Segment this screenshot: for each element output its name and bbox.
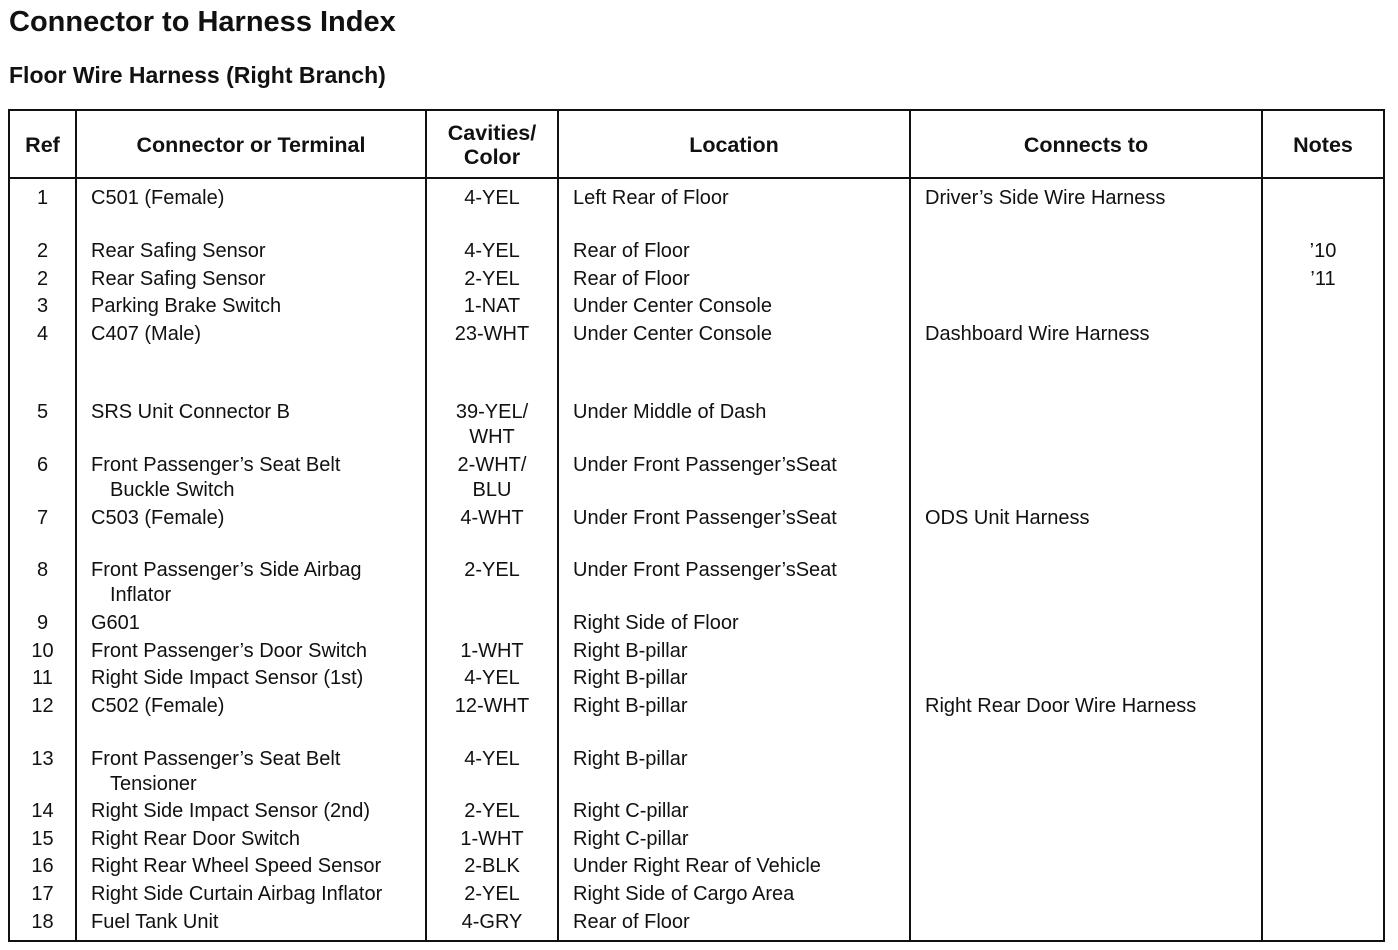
cell-text: Right Side Curtain Airbag Inflator [91,883,383,905]
cell-text: 2-WHT/ [457,454,527,476]
cell-text: 4-YEL [464,748,520,770]
cell-text: 16 [31,855,54,877]
column-divider [75,111,77,940]
header-location: Location [689,132,779,157]
cell-notes [1263,267,1383,292]
cell-ref [10,666,75,691]
cell-cavities [427,694,557,719]
cell-text: 1-WHT [460,828,524,850]
cell-text: Left Rear of Floor [573,187,729,209]
cell-text: 7 [36,507,49,529]
header-connects-to: Connects to [1023,132,1149,157]
cell-text: 13 [31,748,54,770]
cell-text: Rear Safing Sensor [91,240,266,262]
cell-text: 4 [36,323,49,345]
cell-text-continued: Buckle Switch [110,479,235,501]
header-cavities-line1: Cavities/ [447,120,537,145]
cell-text: Right C-pillar [573,800,689,822]
cell-ref [10,910,75,935]
cell-text: 15 [31,828,54,850]
cell-text: 1-NAT [463,295,521,317]
cell-text: 4-YEL [464,667,520,689]
cell-connector [91,558,421,608]
column-divider [1261,111,1263,940]
cell-text: C407 (Male) [91,323,202,345]
cell-cavities [427,322,557,347]
cell-location [573,694,903,719]
cell-text: ’11 [1310,268,1336,290]
cell-ref [10,322,75,347]
cell-text: Under Front Passenger’sSeat [573,507,837,529]
cell-connects-to [925,322,1255,347]
column-divider [909,111,911,940]
cell-text: 10 [31,640,54,662]
cell-ref [10,267,75,292]
cell-text: Right Side of Floor [573,612,739,634]
cell-connector [91,694,421,719]
cell-location [573,558,903,583]
cell-text: 18 [31,911,54,933]
cell-location [573,294,903,319]
cell-connects-to [925,186,1255,211]
cell-ref [10,506,75,531]
cell-connector [91,267,421,292]
cell-location [573,611,903,636]
cell-text: 17 [31,883,54,905]
cell-text: C502 (Female) [91,695,225,717]
cell-location [573,267,903,292]
cell-text: Rear of Floor [573,240,690,262]
cell-text: 2-BLK [464,855,520,877]
cell-text: 11 [32,667,53,689]
cell-connects-to [925,506,1255,531]
cell-cavities [427,400,557,450]
cell-cavities [427,186,557,211]
cell-text: Parking Brake Switch [91,295,282,317]
cell-text: 4-WHT [460,507,524,529]
cell-cavities [427,882,557,907]
cell-text: C503 (Female) [91,507,225,529]
cell-text: Right Rear Door Switch [91,828,300,850]
cell-connector [91,882,421,907]
cell-cavities [427,747,557,772]
cell-text: G601 [91,612,140,634]
cell-cavities [427,666,557,691]
cell-cavities [427,910,557,935]
cell-text: C501 (Female) [91,187,225,209]
cell-location [573,322,903,347]
cell-text: 2-YEL [464,268,520,290]
cell-ref [10,611,75,636]
cell-text: 8 [36,559,49,581]
cell-text: Front Passenger’s Seat Belt [91,748,341,770]
header-cavities-line2: Color [463,144,521,169]
cell-text: Rear Safing Sensor [91,268,266,290]
column-divider [557,111,559,940]
cell-location [573,882,903,907]
cell-connector [91,666,421,691]
cell-text: Front Passenger’s Side Airbag [91,559,362,581]
cell-text: Right B-pillar [573,695,688,717]
cell-ref [10,400,75,425]
cell-text: 4-GRY [461,911,523,933]
cell-text-continued: Inflator [110,584,172,606]
cell-ref [10,294,75,319]
cell-text: 2-YEL [464,559,520,581]
cell-connector [91,322,421,347]
cell-text: 9 [36,612,49,634]
cell-text: Under Front Passenger’sSeat [573,454,837,476]
cell-text: 2-YEL [464,800,520,822]
cell-cavities [427,799,557,824]
cell-text: 2 [36,240,49,262]
cell-text-continued: BLU [472,479,512,501]
cell-location [573,854,903,879]
cell-location [573,506,903,531]
cell-text: Front Passenger’s Door Switch [91,640,368,662]
cell-location [573,666,903,691]
cell-connector [91,639,421,664]
cell-text: Right C-pillar [573,828,689,850]
cell-text: Right B-pillar [573,667,688,689]
cell-text: 4-YEL [464,240,520,262]
cell-location [573,239,903,264]
cell-text: 5 [36,401,49,423]
cell-text: 2-YEL [464,883,520,905]
cell-text: Dashboard Wire Harness [925,323,1150,345]
page-title: Connector to Harness Index [9,6,396,38]
cell-cavities [427,453,557,503]
cell-ref [10,694,75,719]
cell-location [573,799,903,824]
page-subtitle: Floor Wire Harness (Right Branch) [9,62,386,88]
cell-location [573,747,903,772]
harness-index-table [8,109,1385,942]
cell-connector [91,854,421,879]
cell-connector [91,506,421,531]
cell-ref [10,882,75,907]
cell-ref [10,747,75,772]
cell-text: 4-YEL [464,187,520,209]
cell-text: Under Center Console [573,295,772,317]
cell-ref [10,453,75,478]
cell-cavities [427,827,557,852]
cell-text: ODS Unit Harness [925,507,1090,529]
header-notes: Notes [1293,132,1353,157]
cell-connector [91,400,421,425]
cell-text: 2 [36,268,49,290]
cell-connector [91,611,421,636]
cell-location [573,910,903,935]
cell-ref [10,854,75,879]
cell-text: Under Right Rear of Vehicle [573,855,821,877]
cell-cavities [427,267,557,292]
cell-cavities [427,558,557,583]
header-ref: Ref [25,132,60,157]
cell-connector [91,453,421,503]
cell-text: Driver’s Side Wire Harness [925,187,1166,209]
cell-text: Right Side Impact Sensor (1st) [91,667,364,689]
cell-connector [91,747,421,797]
cell-location [573,453,903,478]
cell-text: Rear of Floor [573,268,690,290]
cell-text: Rear of Floor [573,911,690,933]
cell-ref [10,639,75,664]
cell-text: Right Side Impact Sensor (2nd) [91,800,371,822]
cell-ref [10,239,75,264]
cell-connects-to [925,694,1255,719]
cell-text: Right B-pillar [573,640,688,662]
cell-text: 3 [36,295,49,317]
cell-connector [91,799,421,824]
cell-text: 12 [31,695,54,717]
cell-location [573,639,903,664]
cell-text: Under Middle of Dash [573,401,767,423]
cell-text: 1 [36,187,49,209]
cell-text: 1-WHT [460,640,524,662]
cell-connector [91,910,421,935]
cell-text-continued: Tensioner [110,773,197,795]
cell-text: Right Rear Door Wire Harness [925,695,1197,717]
cell-ref [10,827,75,852]
cell-connector [91,239,421,264]
cell-location [573,827,903,852]
header-cavities [427,111,557,178]
cell-text: SRS Unit Connector B [91,401,290,423]
cell-text: ’10 [1309,240,1337,262]
cell-connector [91,827,421,852]
cell-notes [1263,239,1383,264]
cell-ref [10,799,75,824]
cell-cavities [427,639,557,664]
header-connector: Connector or Terminal [136,132,366,157]
cell-location [573,186,903,211]
cell-text: Right Side of Cargo Area [573,883,795,905]
cell-text: 39-YEL/ [455,401,529,423]
cell-connector [91,186,421,211]
cell-ref [10,186,75,211]
cell-text: Under Front Passenger’sSeat [573,559,837,581]
cell-text: Right B-pillar [573,748,688,770]
cell-text: 6 [36,454,49,476]
cell-cavities [427,854,557,879]
cell-text: 14 [31,800,54,822]
cell-ref [10,558,75,583]
cell-text-continued: WHT [469,426,515,448]
cell-text: Front Passenger’s Seat Belt [91,454,341,476]
cell-text: Right Rear Wheel Speed Sensor [91,855,382,877]
cell-text: Fuel Tank Unit [91,911,219,933]
cell-cavities [427,294,557,319]
cell-cavities [427,239,557,264]
cell-text: 12-WHT [454,695,530,717]
cell-connector [91,294,421,319]
cell-text: Under Center Console [573,323,772,345]
cell-location [573,400,903,425]
cell-cavities [427,506,557,531]
cell-text: 23-WHT [454,323,530,345]
